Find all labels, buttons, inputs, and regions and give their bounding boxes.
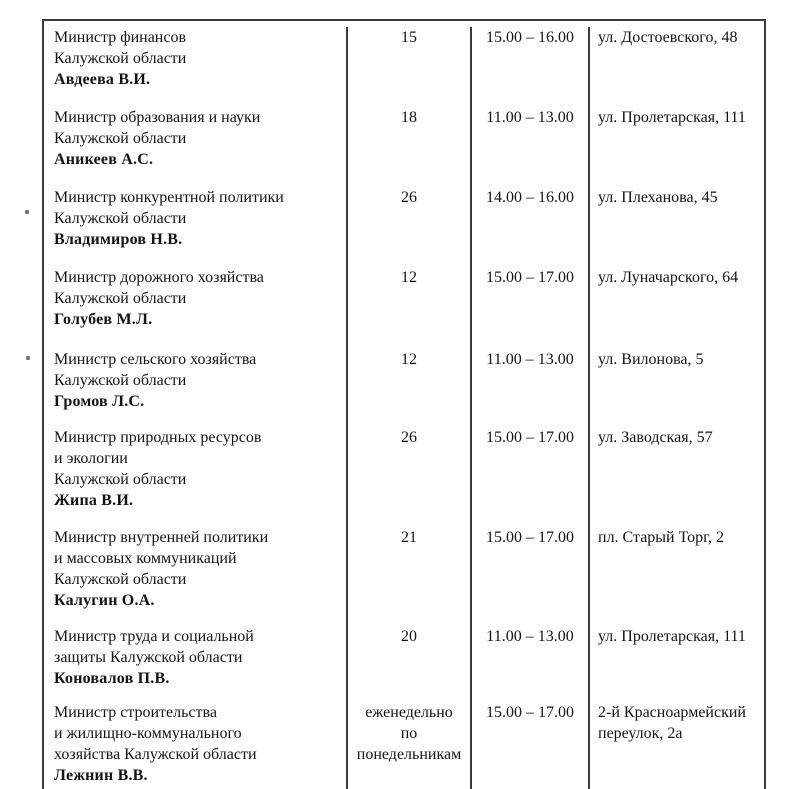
- minister-title-line: Калужской области: [54, 130, 187, 147]
- reception-time: 15.00 – 17.00: [486, 704, 574, 721]
- address-cell: [588, 626, 764, 702]
- minister-name: Громов Л.С.: [54, 393, 145, 410]
- address-line: ул. Вилонова, 5: [598, 351, 704, 368]
- ministers-table-body: [44, 21, 764, 789]
- minister-title-line: Министр труда и социальной: [54, 628, 254, 645]
- address-line: ул. Пролетарская, 111: [598, 109, 746, 126]
- minister-title-line: защиты Калужской области: [54, 649, 243, 666]
- minister-title-line: Калужской области: [54, 210, 187, 227]
- address-line: ул. Заводская, 57: [598, 429, 713, 446]
- reception-day-line: 12: [401, 269, 417, 286]
- address-cell: [588, 702, 764, 789]
- minister-cell: [44, 349, 346, 427]
- address-cell: [588, 187, 764, 267]
- minister-title-line: Министр финансов: [54, 29, 187, 46]
- minister-title-line: Калужской области: [54, 290, 187, 307]
- minister-cell: [44, 626, 346, 702]
- table-row: [44, 427, 764, 527]
- minister-cell: [44, 702, 346, 789]
- minister-title-line: Министр сельского хозяйства: [54, 351, 257, 368]
- reception-time-cell: [470, 187, 588, 267]
- minister-title-line: и экологии: [54, 450, 128, 467]
- minister-name: Коновалов П.В.: [54, 670, 170, 687]
- address-cell: [588, 427, 764, 527]
- reception-day-line: 12: [401, 351, 417, 368]
- reception-day-line: 26: [401, 189, 417, 206]
- scan-speck: [25, 210, 29, 214]
- address-cell: [588, 107, 764, 187]
- reception-time: 15.00 – 17.00: [486, 529, 574, 546]
- reception-day-cell: [346, 626, 470, 702]
- minister-title-line: Министр дорожного хозяйства: [54, 269, 264, 286]
- address-line: ул. Плеханова, 45: [598, 189, 718, 206]
- minister-cell: [44, 267, 346, 349]
- minister-cell: [44, 27, 346, 107]
- reception-day-cell: [346, 702, 470, 789]
- table-row: [44, 21, 764, 107]
- reception-day-cell: [346, 107, 470, 187]
- reception-day-line: 21: [401, 529, 417, 546]
- reception-day-cell: [346, 427, 470, 527]
- minister-cell: [44, 427, 346, 527]
- reception-day-line: понедельникам: [356, 746, 462, 763]
- minister-cell: [44, 187, 346, 267]
- minister-title-line: Калужской области: [54, 50, 187, 67]
- address-line: ул. Луначарского, 64: [598, 269, 739, 286]
- reception-day-cell: [346, 187, 470, 267]
- reception-time: 11.00 – 13.00: [486, 109, 574, 126]
- table-row: [44, 107, 764, 187]
- minister-title-line: Калужской области: [54, 372, 187, 389]
- reception-day-cell: [346, 27, 470, 107]
- ministers-table: [42, 19, 766, 789]
- table-row: [44, 267, 764, 349]
- reception-time-cell: [470, 626, 588, 702]
- minister-name: Авдеева В.И.: [54, 71, 151, 88]
- reception-time: 11.00 – 13.00: [486, 628, 574, 645]
- minister-cell: [44, 107, 346, 187]
- reception-time: 11.00 – 13.00: [486, 351, 574, 368]
- address-cell: [588, 527, 764, 626]
- minister-title-line: Министр конкурентной политики: [54, 189, 284, 206]
- minister-title-line: Министр внутренней политики: [54, 529, 269, 546]
- reception-day-line: 20: [401, 628, 417, 645]
- reception-time: 15.00 – 17.00: [486, 429, 574, 446]
- table-row: [44, 527, 764, 626]
- reception-day-line: еженедельно: [365, 704, 453, 721]
- reception-day-cell: [346, 527, 470, 626]
- minister-title-line: хозяйства Калужской области: [54, 746, 257, 763]
- reception-day-line: 15: [401, 29, 417, 46]
- minister-cell: [44, 527, 346, 626]
- minister-title-line: Министр образования и науки: [54, 109, 261, 126]
- reception-time-cell: [470, 702, 588, 789]
- reception-time-cell: [470, 427, 588, 527]
- reception-day-line: 18: [401, 109, 417, 126]
- address-line: пл. Старый Торг, 2: [598, 529, 724, 546]
- minister-title-line: Калужской области: [54, 571, 187, 588]
- scan-speck: [26, 356, 30, 360]
- minister-title-line: и жилищно-коммунального: [54, 725, 242, 742]
- reception-day-cell: [346, 267, 470, 349]
- minister-name: Владимиров Н.В.: [54, 231, 183, 248]
- reception-time: 15.00 – 16.00: [486, 29, 574, 46]
- reception-time-cell: [470, 267, 588, 349]
- minister-name: Аникеев А.С.: [54, 151, 154, 168]
- minister-title-line: Калужской области: [54, 471, 187, 488]
- address-line: 2-й Красноармейский: [598, 704, 746, 721]
- minister-title-line: Министр природных ресурсов: [54, 429, 262, 446]
- reception-day-cell: [346, 349, 470, 427]
- table-row: [44, 626, 764, 702]
- minister-title-line: и массовых коммуникаций: [54, 550, 237, 567]
- address-cell: [588, 349, 764, 427]
- reception-time-cell: [470, 107, 588, 187]
- reception-time: 14.00 – 16.00: [486, 189, 574, 206]
- address-cell: [588, 27, 764, 107]
- reception-time-cell: [470, 27, 588, 107]
- table-row: [44, 349, 764, 427]
- address-line: переулок, 2а: [598, 725, 683, 742]
- minister-title-line: Министр строительства: [54, 704, 217, 721]
- address-line: ул. Пролетарская, 111: [598, 628, 746, 645]
- reception-time-cell: [470, 349, 588, 427]
- minister-name: Жипа В.И.: [54, 492, 134, 509]
- table-row: [44, 187, 764, 267]
- reception-time: 15.00 – 17.00: [486, 269, 574, 286]
- reception-day-line: 26: [401, 429, 417, 446]
- address-line: ул. Достоевского, 48: [598, 29, 738, 46]
- address-cell: [588, 267, 764, 349]
- table-row: [44, 702, 764, 789]
- minister-name: Калугин О.А.: [54, 592, 155, 609]
- minister-name: Голубев М.Л.: [54, 311, 153, 328]
- minister-name: Лежнин В.В.: [54, 767, 148, 784]
- reception-day-line: по: [400, 725, 418, 742]
- reception-time-cell: [470, 527, 588, 626]
